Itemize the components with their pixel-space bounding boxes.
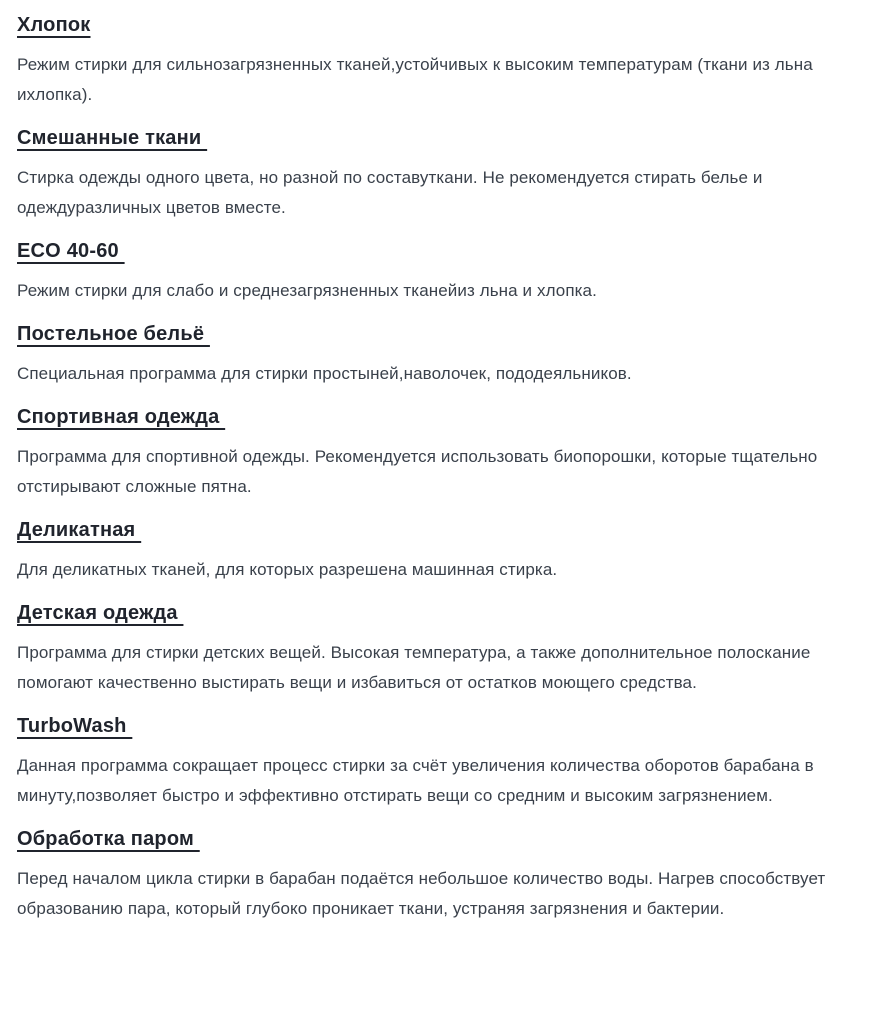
program-section-delicate — [17, 517, 875, 585]
program-section-steam-treatment — [17, 826, 875, 924]
program-title: Деликатная — [17, 519, 142, 541]
program-section-bed-linen — [17, 321, 875, 389]
program-section-turbowash — [17, 713, 875, 811]
program-description: Режим стирки для слабо и среднезагрязненных тканейиз льна и хлопка. — [17, 281, 597, 300]
program-section-kids-clothes — [17, 600, 875, 698]
program-description: Перед началом цикла стирки в барабан подаётся небольшое количество воды. Нагрев способствует образованию пара, который глубоко проникает ткани, устраняя загрязнения и бактерии. — [17, 869, 826, 918]
program-description: Данная программа сокращает процесс стирки за счёт увеличения количества оборотов барабана в минуту,позволяет быстро и эффективно отстирать вещи со средним и высоким загрязнением. — [17, 756, 814, 805]
program-description: Для деликатных тканей, для которых разрешена машинная стирка. — [17, 560, 558, 579]
program-section-mixed-fabrics — [17, 125, 875, 223]
program-description: Режим стирки для сильнозагрязненных тканей,устойчивых к высоким температурам (ткани из льна ихлопка). — [17, 55, 813, 104]
program-title: Детская одежда — [17, 602, 184, 624]
program-description: Программа для стирки детских вещей. Высокая температура, а также дополнительное полоскание помогают качественно выстирать вещи и избавиться от остатков моющего средства. — [17, 643, 811, 692]
program-description: Стирка одежды одного цвета, но разной по составуткани. Не рекомендуется стирать белье и одеждуразличных цветов вместе. — [17, 168, 763, 217]
program-section-cotton — [17, 12, 875, 110]
program-description: Специальная программа для стирки простыней,наволочек, пододеяльников. — [17, 364, 632, 383]
program-title: Смешанные ткани — [17, 127, 208, 149]
program-title: Спортивная одежда — [17, 406, 226, 428]
program-description: Программа для спортивной одежды. Рекомендуется использовать биопорошки, которые тщательно отстирывают сложные пятна. — [17, 447, 818, 496]
program-section-sportswear — [17, 404, 875, 502]
program-section-eco-40-60 — [17, 238, 875, 306]
program-title: ECO 40-60 — [17, 240, 125, 262]
program-title: TurboWash — [17, 715, 133, 737]
program-title: Обработка паром — [17, 828, 200, 850]
wash-programs-document — [17, 12, 875, 924]
program-title: Хлопок — [17, 14, 91, 36]
program-title: Постельное бельё — [17, 323, 210, 345]
